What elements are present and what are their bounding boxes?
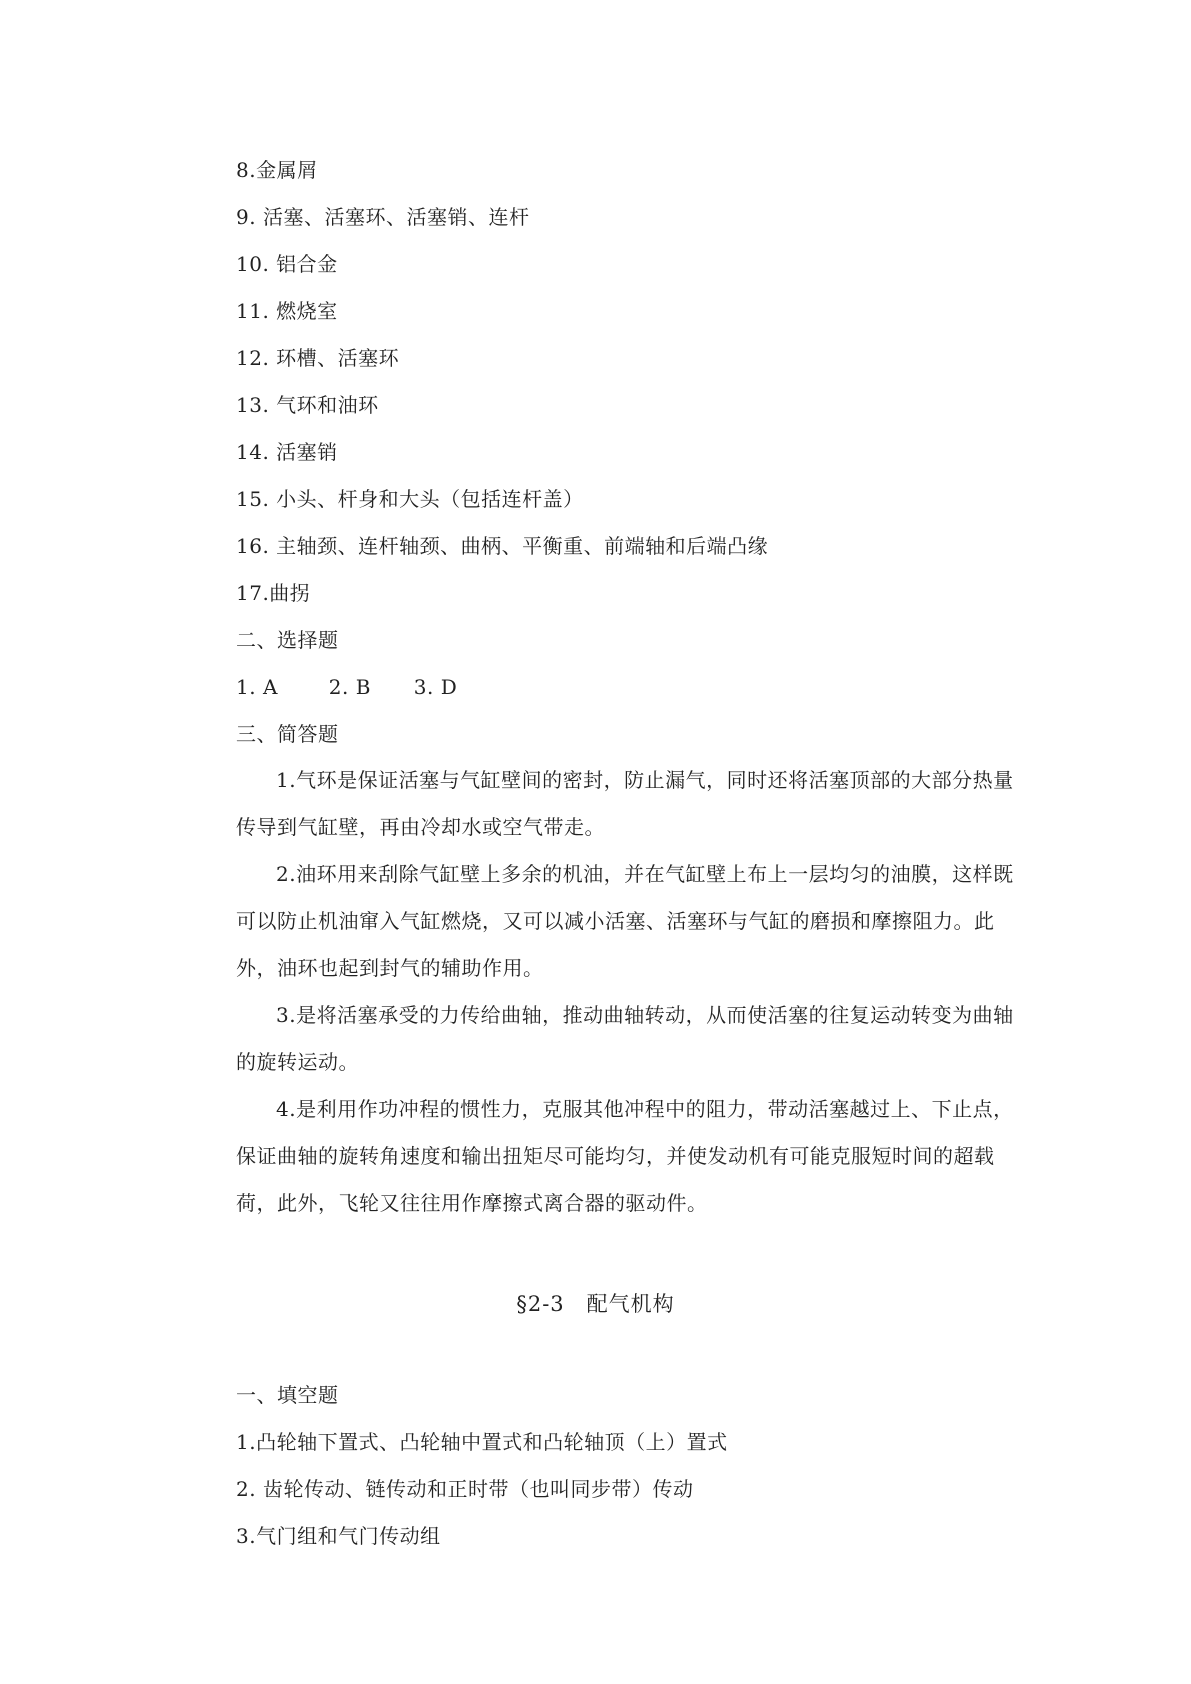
- answer-line-17: 17.曲拐: [236, 581, 311, 605]
- section-answer-3: 3.气门组和气门传动组: [236, 1524, 441, 1548]
- short-answer-heading: 三、简答题: [236, 722, 339, 746]
- short-answer-4-text: 4.是利用作功冲程的惯性力，克服其他冲程中的阻力，带动活塞越过上、下止点，保证曲轴的旋转角速度和输出扭矩尽可能均匀，并使发动机有可能克服短时间的超载荷，此外，飞轮又往往用作摩擦式离合器的驱动件。: [236, 1097, 1014, 1215]
- short-answer-3-text: 3.是将活塞承受的力传给曲轴，推动曲轴转动，从而使活塞的往复运动转变为曲轴的旋转运动。: [236, 1003, 1014, 1074]
- answer-line-10: 10. 铝合金: [236, 252, 338, 276]
- answer-line-15: 15. 小头、杆身和大头（包括连杆盖）: [236, 487, 584, 511]
- section-number: §2-3: [516, 1292, 565, 1316]
- answer-line-12: 12. 环槽、活塞环: [236, 346, 400, 370]
- section-answer-2: 2. 齿轮传动、链传动和正时带（也叫同步带）传动: [236, 1477, 694, 1501]
- section-title: [0, 1288, 1191, 1318]
- choice-answer-3: 3. D: [413, 675, 458, 699]
- answer-line-9: 9. 活塞、活塞环、活塞销、连杆: [236, 205, 530, 229]
- choice-answer-2: 2. B: [328, 675, 371, 699]
- section-answer-1: 1.凸轮轴下置式、凸轮轴中置式和凸轮轴顶（上）置式: [236, 1430, 728, 1454]
- short-answer-1-text: 1.气环是保证活塞与气缸壁间的密封，防止漏气，同时还将活塞顶部的大部分热量传导到气缸壁，再由冷却水或空气带走。: [236, 768, 1014, 839]
- section-name: 配气机构: [586, 1292, 675, 1316]
- short-answer-1: [236, 757, 1018, 851]
- answer-line-14: 14. 活塞销: [236, 440, 338, 464]
- fill-heading: 一、填空题: [236, 1383, 339, 1407]
- answer-line-16: 16. 主轴颈、连杆轴颈、曲柄、平衡重、前端轴和后端凸缘: [236, 534, 769, 558]
- choice-heading: 二、选择题: [236, 628, 339, 652]
- choice-answers: [236, 675, 457, 699]
- short-answer-3: [236, 992, 1018, 1086]
- answer-line-11: 11. 燃烧室: [236, 299, 338, 323]
- short-answer-2-text: 2.油环用来刮除气缸壁上多余的机油，并在气缸壁上布上一层均匀的油膜，这样既可以防止机油窜入气缸燃烧，又可以减小活塞、活塞环与气缸的磨损和摩擦阻力。此外，油环也起到封气的辅助作用。: [236, 862, 1014, 980]
- choice-answer-1: 1. A: [236, 675, 278, 699]
- answer-line-13: 13. 气环和油环: [236, 393, 379, 417]
- short-answer-4: [236, 1086, 1018, 1227]
- short-answer-2: [236, 851, 1018, 992]
- answer-line-8: 8.金属屑: [236, 158, 318, 182]
